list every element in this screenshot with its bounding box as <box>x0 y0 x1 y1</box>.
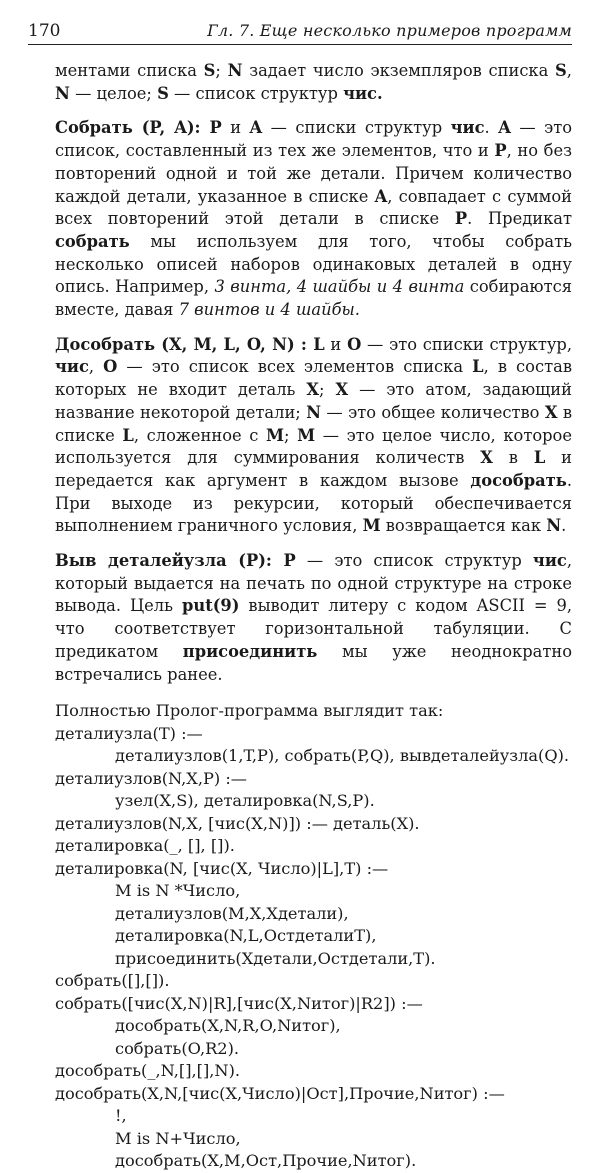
text-run: 7 винтов и 4 шайбы. <box>178 300 360 320</box>
text-run: чис. <box>343 83 383 103</box>
text-run: мы уже неоднократно встречались ранее. <box>55 641 572 684</box>
text-run: — это список, составленный из тех же элементов, что и <box>55 118 572 161</box>
code-line: узел(X,S), деталировка(N,S,P). <box>115 791 375 811</box>
prolog-program <box>55 700 572 1173</box>
page-number: 170 <box>28 21 61 41</box>
text-run: собираются вместе, давая <box>55 277 573 320</box>
text-run: L <box>122 425 134 445</box>
text-run: возвращается как <box>380 516 547 536</box>
text-run: M <box>265 425 284 445</box>
code-line: дособрать(X,M,Ост,Прочие,Nитог). <box>115 1151 417 1171</box>
code-line: M is N *Число, <box>115 881 241 901</box>
text-run: , <box>88 357 104 377</box>
text-run: ; <box>215 61 228 80</box>
text-run: Дособрать (X, M, L, O, N) : L <box>55 334 325 354</box>
text-run: — это список структур <box>295 551 533 571</box>
text-run: — целое; <box>69 83 158 103</box>
code-line: деталиузлов(1,T,P), собрать(P,Q), вывдеталейузла(Q). <box>115 746 570 766</box>
text-run: задает число экземпляров списка <box>242 61 556 80</box>
code-line: !, <box>115 1106 127 1126</box>
text-run: , который выдается на печать по одной структуре на строке вывода. Цель <box>55 551 573 616</box>
paragraph-continuation <box>55 60 572 105</box>
text-run: X <box>306 380 320 400</box>
text-run: N <box>227 61 243 80</box>
text-run: A <box>374 186 388 206</box>
text-run: и передается как аргумент в каждом вызове <box>55 448 572 490</box>
text-run: присоединить <box>182 641 318 661</box>
code-line: дособрать(X,N,R,O,Nитог), <box>115 1016 341 1036</box>
text-run: — это общее количество <box>321 402 545 422</box>
code-line: деталировка(N, [чис(X, Число)|L],T) :— <box>55 858 389 878</box>
chapter-title: Гл. 7. Еще несколько примеров программ <box>207 21 572 40</box>
code-line: собрать([],[]). <box>55 971 170 991</box>
code-line: Полностью Пролог-программа выглядит так: <box>55 701 444 721</box>
text-run: в <box>492 448 534 468</box>
text-run: — это списки структур, <box>361 334 573 354</box>
paragraph-sobrat <box>55 117 572 321</box>
code-line: деталировка(_, [], []). <box>55 836 235 856</box>
text-run: — это целое число, которое используется для суммирования количеств <box>55 425 572 468</box>
text-run: выводит литеру с кодом ASCII = 9, что соответствует горизонтальной табуляции. С предикатом <box>55 596 572 661</box>
text-run: X <box>480 448 493 468</box>
body-text <box>55 60 572 1173</box>
text-run: дособрать <box>470 470 567 490</box>
code-line: деталиузлов(N,X,P) :— <box>55 768 247 788</box>
text-run: X <box>335 380 349 400</box>
code-line: деталиузлов(N,X, [чис(X,N)]) :— деталь(X). <box>55 813 420 833</box>
text-run: L <box>472 357 484 377</box>
text-run: Собрать (P, A): P <box>55 118 222 138</box>
text-run: и <box>324 334 348 354</box>
text-run: — список структур <box>168 83 344 103</box>
code-line: собрать([чис(X,N)|R],[чис(X,Nитог)|R2]) :— <box>55 993 423 1013</box>
text-run: собрать <box>55 231 130 251</box>
text-run: — это атом, задающий название некоторой детали; <box>55 380 572 422</box>
text-run: 3 винта, 4 шайбы и 4 винта <box>214 277 465 297</box>
text-run: чис <box>450 118 485 138</box>
text-run: и <box>221 118 250 138</box>
running-header <box>28 20 572 45</box>
text-run: S <box>157 83 169 103</box>
text-run: мы используем для того, чтобы собрать несколько описей наборов одинаковых деталей в одну опись. Например, <box>55 231 572 297</box>
text-run: A <box>498 118 511 138</box>
text-run: ; <box>319 380 336 400</box>
text-run: M <box>297 425 316 445</box>
text-run: — это список всех элементов списка <box>117 357 473 377</box>
text-run: , сложенное с <box>133 425 266 445</box>
text-run: X <box>544 402 558 422</box>
text-run: O <box>103 357 118 377</box>
text-run: N <box>55 83 70 103</box>
text-run: A <box>249 118 263 138</box>
text-run: P <box>494 141 507 161</box>
text-run: S <box>203 61 216 80</box>
text-run: , <box>566 61 572 80</box>
text-run: чис <box>532 551 567 571</box>
text-run: чис <box>55 357 89 377</box>
text-run: в списке <box>55 402 572 445</box>
text-run: P <box>454 209 468 229</box>
code-line: деталиузла(T) :— <box>55 723 203 743</box>
code-line: M is N+Число, <box>115 1128 241 1148</box>
code-line: дособрать(_,N,[],[],N). <box>55 1061 241 1081</box>
code-line: присоединить(Хдетали,Остдетали,T). <box>115 948 436 968</box>
code-line: деталиузлов(M,X,Хдетали), <box>115 903 349 923</box>
text-run: , совпадает с суммой всех повторений этой детали в списке <box>55 186 572 229</box>
text-run: N <box>546 516 562 536</box>
text-run: Выв деталейузла (P): P <box>55 551 296 571</box>
text-run: M <box>362 516 381 536</box>
text-run: , но без повторений одной и той же детали. Причем количество каждой детали, указанное в списке <box>55 141 572 206</box>
text-run: ; <box>284 425 298 445</box>
text-run: put(9) <box>181 596 240 616</box>
text-run: N <box>306 402 322 422</box>
paragraph-vyvdetaleyuzla <box>55 550 572 686</box>
paragraph-dosobrat <box>55 334 572 538</box>
text-run: ментами списка <box>55 61 204 80</box>
text-run: O <box>347 334 362 354</box>
text-run: — списки структур <box>262 118 451 138</box>
text-run: . <box>561 516 567 536</box>
code-line: собрать(O,R2). <box>115 1038 240 1058</box>
text-run: . <box>484 118 499 138</box>
text-run: , в состав которых не входит деталь <box>55 357 572 400</box>
text-run: S <box>555 61 567 80</box>
code-line: деталировка(N,L,ОстдеталиT), <box>115 926 377 946</box>
text-run: L <box>533 448 546 468</box>
text-run: . Предикат <box>467 209 572 229</box>
text-run: . При выходе из рекурсии, который обеспечивается выполнением граничного условия, <box>55 470 572 536</box>
code-line: дособрать(X,N,[чис(X,Число)|Ост],Прочие,Nитог) :— <box>55 1083 505 1103</box>
